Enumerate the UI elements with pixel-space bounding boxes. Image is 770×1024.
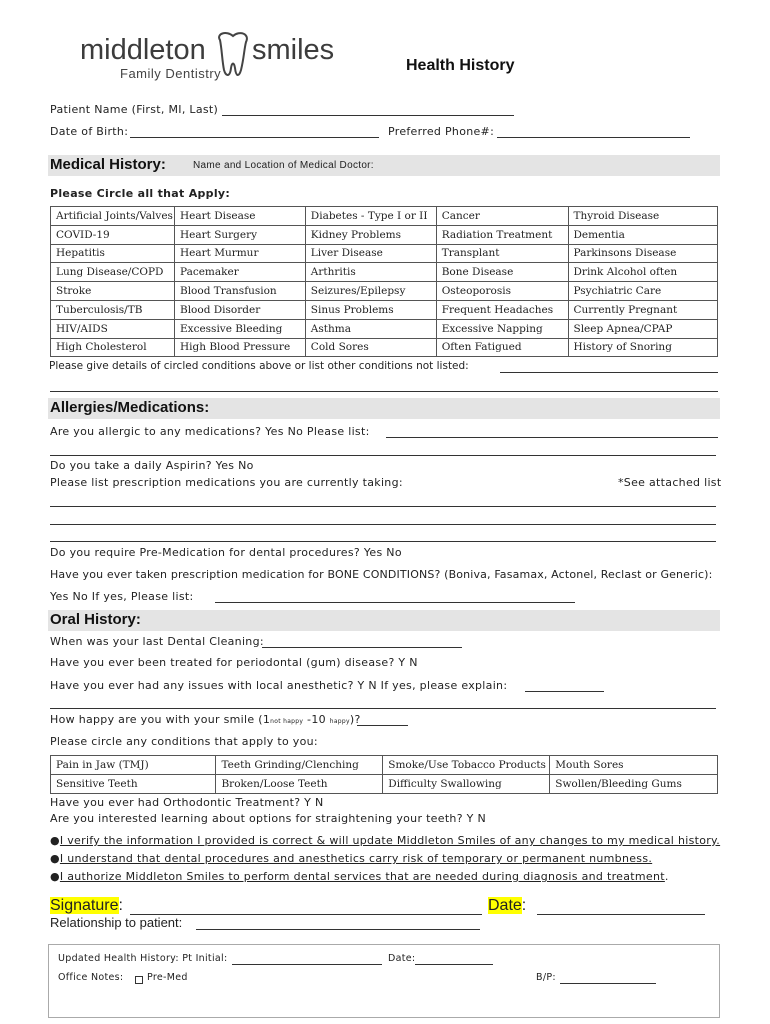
dob-field[interactable] <box>130 137 379 138</box>
phone-label: Preferred Phone#: <box>388 125 495 138</box>
date-field[interactable] <box>537 914 705 915</box>
condition-cell[interactable]: Often Fatigued <box>436 338 568 357</box>
prescription-question: Please list prescription medications you are currently taking: <box>50 476 403 489</box>
condition-cell[interactable]: Difficulty Swallowing <box>383 774 550 793</box>
condition-cell[interactable]: Osteoporosis <box>436 282 568 301</box>
condition-row <box>51 244 718 263</box>
condition-cell[interactable]: High Cholesterol <box>51 338 175 357</box>
condition-cell[interactable]: Seizures/Epilepsy <box>305 282 436 301</box>
office-date-label: Date: <box>388 953 416 964</box>
bone-list-field[interactable] <box>215 602 575 603</box>
oral-history-header <box>48 610 720 631</box>
aspirin-question: Do you take a daily Aspirin? Yes No <box>50 459 254 472</box>
ortho-question: Have you ever had Orthodontic Treatment? Y N <box>50 796 324 809</box>
updated-history-label: Updated Health History: Pt Initial: <box>58 953 228 964</box>
condition-cell[interactable]: Asthma <box>305 319 436 338</box>
condition-cell[interactable]: Kidney Problems <box>305 225 436 244</box>
medical-history-title: Medical History: <box>50 156 166 173</box>
phone-field[interactable] <box>497 137 690 138</box>
condition-cell[interactable]: Dementia <box>568 225 718 244</box>
prescription-field-3[interactable] <box>50 541 716 542</box>
cleaning-field[interactable] <box>262 647 462 648</box>
condition-cell[interactable]: Tuberculosis/TB <box>51 300 175 319</box>
condition-cell[interactable]: Artificial Joints/Valves <box>51 207 175 226</box>
condition-cell[interactable]: Blood Transfusion <box>174 282 305 301</box>
logo-name-part2: smiles <box>252 34 335 66</box>
doctor-label[interactable]: Name and Location of Medical Doctor: <box>193 160 374 171</box>
bp-label: B/P: <box>536 972 556 983</box>
condition-cell[interactable]: Cancer <box>436 207 568 226</box>
condition-cell[interactable]: Arthritis <box>305 263 436 282</box>
condition-cell[interactable]: Pacemaker <box>174 263 305 282</box>
condition-cell[interactable]: Heart Surgery <box>174 225 305 244</box>
medical-history-header <box>48 155 720 176</box>
condition-cell[interactable]: Smoke/Use Tobacco Products <box>383 756 550 775</box>
statement-verify: ●I verify the information I provided is correct & will update Middleton Smiles of any changes to my medical history. <box>50 834 721 847</box>
oral-conditions-table <box>50 755 718 794</box>
condition-cell[interactable]: Lung Disease/COPD <box>51 263 175 282</box>
anesthetic-field[interactable] <box>525 691 604 692</box>
dob-label: Date of Birth: <box>50 125 129 138</box>
condition-cell[interactable]: Cold Sores <box>305 338 436 357</box>
signature-field[interactable] <box>130 914 482 915</box>
allergies-header <box>48 398 720 419</box>
condition-cell[interactable]: High Blood Pressure <box>174 338 305 357</box>
condition-cell[interactable]: Hepatitis <box>51 244 175 263</box>
cleaning-question: When was your last Dental Cleaning: <box>50 635 264 648</box>
condition-row <box>51 300 718 319</box>
office-notes-label: Office Notes: <box>58 972 124 983</box>
allergic-list-field-2[interactable] <box>50 455 716 456</box>
page-title: Health History <box>406 57 515 74</box>
condition-row <box>51 756 718 775</box>
happy-question: How happy are you with your smile (1not happy -10 happy)? <box>50 713 361 726</box>
allergic-list-field[interactable] <box>386 437 718 438</box>
statement-numbness: ●I understand that dental procedures and anesthetics carry risk of temporary or permanent numbness. <box>50 852 653 865</box>
prescription-field-2[interactable] <box>50 524 716 525</box>
condition-cell[interactable]: Sensitive Teeth <box>51 774 216 793</box>
condition-cell[interactable]: Mouth Sores <box>550 756 718 775</box>
oral-circle-label: Please circle any conditions that apply to you: <box>50 735 318 748</box>
condition-cell[interactable]: Teeth Grinding/Clenching <box>216 756 383 775</box>
relationship-field[interactable] <box>196 929 480 930</box>
condition-cell[interactable]: History of Snoring <box>568 338 718 357</box>
condition-cell[interactable]: Currently Pregnant <box>568 300 718 319</box>
condition-cell[interactable]: Blood Disorder <box>174 300 305 319</box>
oral-history-title: Oral History: <box>50 611 141 628</box>
condition-row <box>51 774 718 793</box>
details-field-2[interactable] <box>50 391 718 392</box>
premed-question: Do you require Pre-Medication for dental procedures? Yes No <box>50 546 402 559</box>
condition-cell[interactable]: Liver Disease <box>305 244 436 263</box>
condition-cell[interactable]: Excessive Napping <box>436 319 568 338</box>
straighten-question: Are you interested learning about options for straightening your teeth? Y N <box>50 812 486 825</box>
condition-row <box>51 207 718 226</box>
statement-authorize: ●I authorize Middleton Smiles to perform dental services that are needed during diagnosis and treatment. <box>50 870 669 883</box>
premed-checkbox[interactable] <box>135 976 143 984</box>
condition-cell[interactable]: Heart Disease <box>174 207 305 226</box>
condition-cell[interactable]: HIV/AIDS <box>51 319 175 338</box>
condition-cell[interactable]: Transplant <box>436 244 568 263</box>
condition-cell[interactable]: Parkinsons Disease <box>568 244 718 263</box>
condition-row <box>51 263 718 282</box>
condition-cell[interactable]: Radiation Treatment <box>436 225 568 244</box>
condition-cell[interactable]: Psychiatric Care <box>568 282 718 301</box>
condition-cell[interactable]: Broken/Loose Teeth <box>216 774 383 793</box>
condition-cell[interactable]: Heart Murmur <box>174 244 305 263</box>
condition-cell[interactable]: Bone Disease <box>436 263 568 282</box>
condition-cell[interactable]: Thyroid Disease <box>568 207 718 226</box>
condition-cell[interactable]: Sleep Apnea/CPAP <box>568 319 718 338</box>
happy-field[interactable] <box>357 725 408 726</box>
see-attached-label: *See attached list <box>618 476 722 489</box>
condition-cell[interactable]: Excessive Bleeding <box>174 319 305 338</box>
date-label: Date: <box>488 897 527 914</box>
bp-field[interactable] <box>560 983 656 984</box>
allergic-question: Are you allergic to any medications? Yes No Please list: <box>50 425 370 438</box>
circle-all-label: Please Circle all that Apply: <box>50 187 231 200</box>
patient-name-field[interactable] <box>222 115 514 116</box>
condition-cell[interactable]: COVID-19 <box>51 225 175 244</box>
details-label: Please give details of circled conditions above or list other conditions not listed: <box>49 360 469 372</box>
allergies-title: Allergies/Medications: <box>50 399 210 416</box>
logo-name-part1: middleton <box>80 34 206 66</box>
condition-row <box>51 282 718 301</box>
condition-cell[interactable]: Pain in Jaw (TMJ) <box>51 756 216 775</box>
bone-question: Have you ever taken prescription medication for BONE CONDITIONS? (Boniva, Fasamax, Actonel, Reclast or Generic): <box>50 568 713 581</box>
details-field-1[interactable] <box>500 372 718 373</box>
condition-cell[interactable]: Sinus Problems <box>305 300 436 319</box>
pt-initial-field[interactable] <box>232 964 382 965</box>
condition-row <box>51 338 718 357</box>
signature-label: Signature: <box>50 897 123 914</box>
condition-cell[interactable]: Drink Alcohol often <box>568 263 718 282</box>
condition-cell[interactable]: Stroke <box>51 282 175 301</box>
office-date-field[interactable] <box>415 964 493 965</box>
logo-subtitle: Family Dentistry <box>120 66 222 81</box>
premed-label: Pre-Med <box>147 972 188 983</box>
prescription-field-1[interactable] <box>50 506 716 507</box>
anesthetic-field-2[interactable] <box>50 708 716 709</box>
anesthetic-question: Have you ever had any issues with local anesthetic? Y N If yes, please explain: <box>50 679 508 692</box>
condition-row <box>51 225 718 244</box>
relationship-label: Relationship to patient: <box>50 915 183 930</box>
medical-conditions-table <box>50 206 718 357</box>
condition-cell[interactable]: Frequent Headaches <box>436 300 568 319</box>
bone-yes-no: Yes No If yes, Please list: <box>50 590 194 603</box>
patient-name-label: Patient Name (First, MI, Last) <box>50 103 219 116</box>
perio-question: Have you ever been treated for periodontal (gum) disease? Y N <box>50 656 418 669</box>
condition-row <box>51 319 718 338</box>
condition-cell[interactable]: Diabetes - Type I or II <box>305 207 436 226</box>
condition-cell[interactable]: Swollen/Bleeding Gums <box>550 774 718 793</box>
